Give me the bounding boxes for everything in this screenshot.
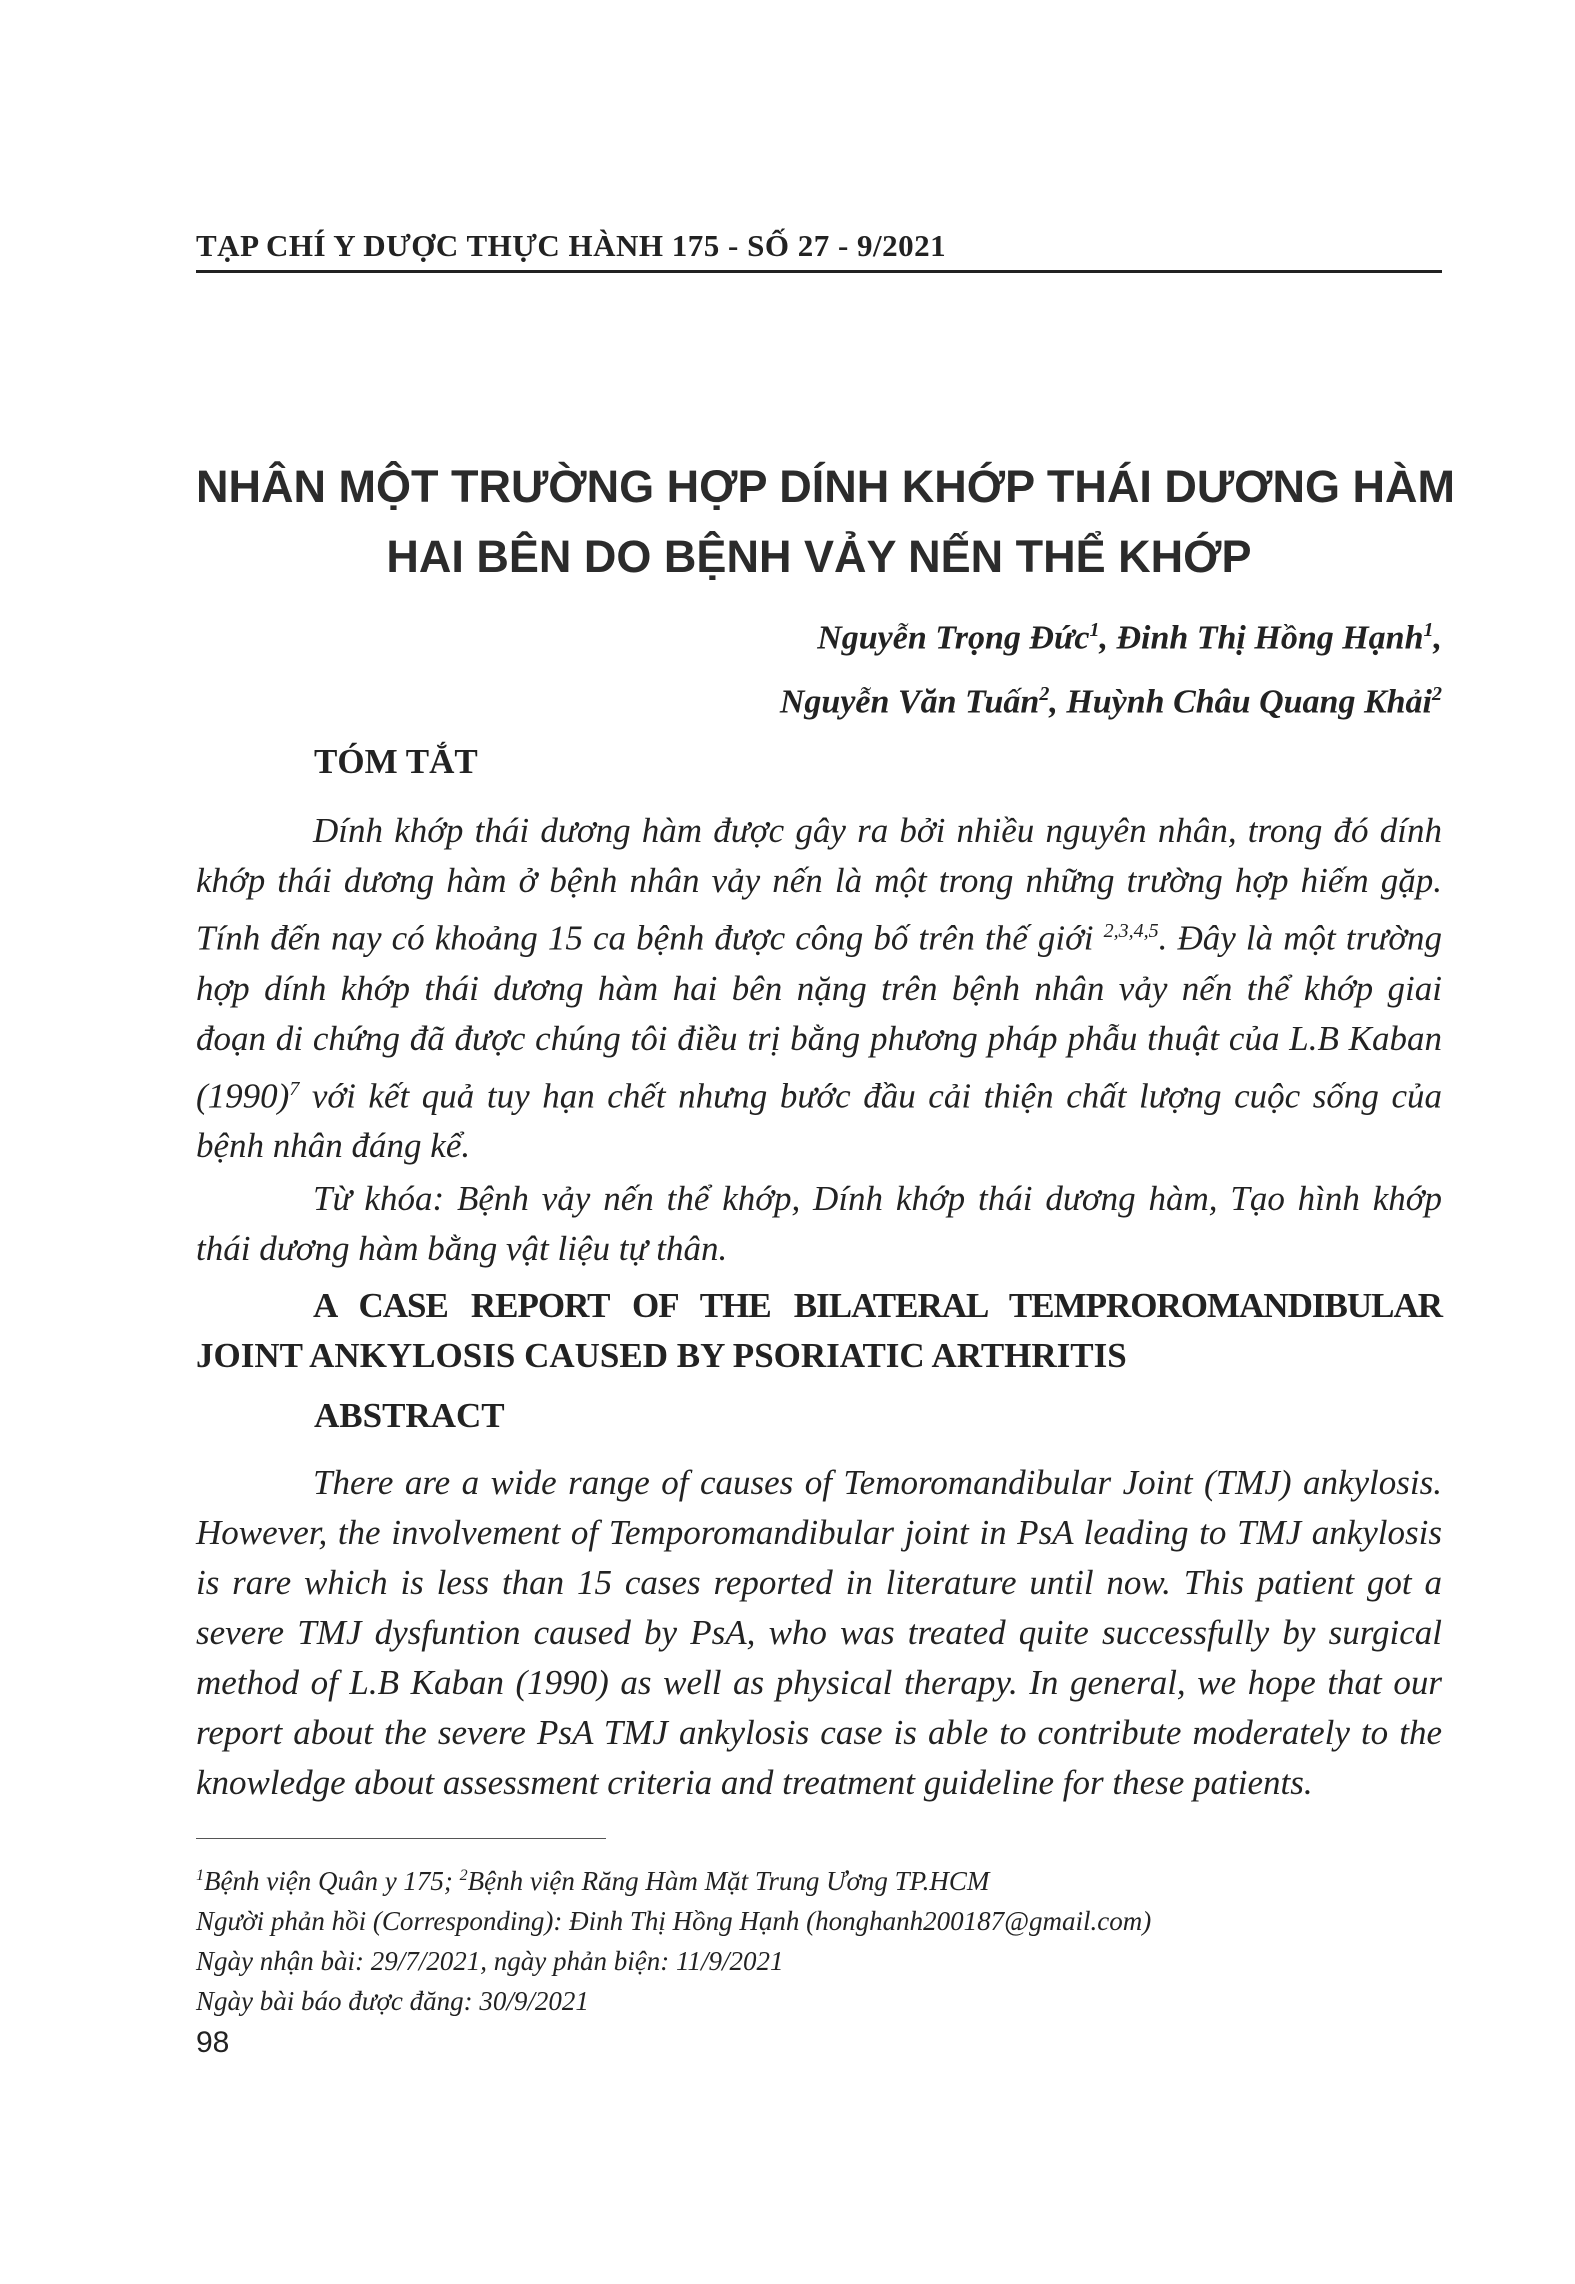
english-title-line-1: A CASE REPORT OF THE BILATERAL TEMPROROMANDIBULAR [313, 1286, 1442, 1325]
affiliation-1: Bệnh viện Quân y 175; [204, 1866, 460, 1896]
corresponding-author: Người phản hồi (Corresponding): Đinh Thị Hồng Hạnh (honghanh200187@gmail.com) [196, 1906, 1152, 1936]
english-title-line-2: JOINT ANKYLOSIS CAUSED BY PSORIATIC ARTHRITIS [196, 1336, 1127, 1375]
text-line: report about the severe PsA TMJ ankylosis case is able to contribute moderately to the [196, 1713, 1442, 1752]
affiliation-mark: 2 [1432, 683, 1442, 706]
published-date: Ngày bài báo được đăng: 30/9/2021 [196, 1986, 589, 2016]
keywords [196, 1174, 1442, 1274]
summary-heading: TÓM TẮT [314, 742, 478, 781]
abstract-heading: ABSTRACT [314, 1396, 505, 1435]
text-line: thái dương hàm bằng vật liệu tự thân. [196, 1229, 728, 1268]
text-line [196, 906, 1442, 964]
abstract-paragraph [196, 1458, 1442, 1808]
affiliation-mark: 2 [1039, 683, 1050, 706]
text-line: knowledge about assessment criteria and treatment guideline for these patients. [196, 1763, 1313, 1802]
text-line [196, 1064, 1442, 1122]
affiliation-mark: 1 [1423, 619, 1434, 641]
affiliations [196, 1856, 1151, 1901]
summary-body [196, 806, 1442, 1171]
text-line: hợp dính khớp thái dương hàm hai bên nặng trên bệnh nhân vảy nến thể khớp giai [196, 968, 1442, 1008]
text-line: bệnh nhân đáng kể. [196, 1126, 471, 1166]
abstract-body [196, 1458, 1442, 1808]
text-segment: Tính đến nay có khoảng 15 ca bệnh được công bố trên thế giới [196, 918, 1094, 958]
author-line-1 [780, 602, 1442, 666]
author-separator: , [1433, 619, 1442, 657]
title-line-1: NHÂN MỘT TRƯỜNG HỢP DÍNH KHỚP THÁI DƯƠNG HÀM [196, 461, 1456, 512]
author-separator: , [1049, 683, 1067, 721]
english-title [196, 1281, 1442, 1381]
text-line: is rare which is less than 15 cases reported in literature until now. This patient got a [196, 1563, 1442, 1602]
text-segment: với kết quả tuy hạn chết nhưng bước đầu cải thiện chất lượng cuộc sống của [299, 1076, 1442, 1116]
affiliation-mark: 2 [459, 1867, 468, 1884]
author-name: Nguyễn Văn Tuấn [779, 683, 1040, 721]
keywords-paragraph [196, 1174, 1442, 1274]
footnote-rule [196, 1838, 606, 1839]
author-name: Huỳnh Châu Quang Khải [1066, 683, 1432, 721]
footnotes [196, 1856, 1151, 2021]
summary-paragraph [196, 806, 1442, 1171]
text-line: severe TMJ dysfuntion caused by PsA, who was treated quite successfully by surgical [196, 1613, 1442, 1652]
author-separator: , [1099, 619, 1117, 657]
text-line: However, the involvement of Temporomandibular joint in PsA leading to TMJ ankylosis [196, 1513, 1442, 1552]
affiliation-2: Bệnh viện Răng Hàm Mặt Trung Ương TP.HCM [467, 1866, 990, 1896]
journal-header: TẠP CHÍ Y DƯỢC THỰC HÀNH 175 - SỐ 27 - 9/2021 [196, 228, 947, 263]
title-line-2: HAI BÊN DO BỆNH VẢY NẾN THỂ KHỚP [386, 531, 1252, 582]
text-line: Dính khớp thái dương hàm được gây ra bởi nhiều nguyên nhân, trong đó dính [313, 811, 1442, 850]
article-title [196, 452, 1456, 592]
author-list [780, 602, 1442, 731]
affiliation-mark: 1 [196, 1867, 204, 1884]
page-number: 98 [196, 2026, 230, 2059]
author-name: Đinh Thị Hồng Hạnh [1116, 619, 1424, 657]
citation-mark: 7 [289, 1077, 300, 1100]
header-rule [196, 270, 1442, 273]
author-line-2 [780, 666, 1442, 730]
received-date: Ngày nhận bài: 29/7/2021, ngày phản biện: 11/9/2021 [196, 1946, 784, 1976]
text-line: đoạn di chứng đã được chúng tôi điều trị bằng phương pháp phẫu thuật của L.B Kaban [196, 1018, 1442, 1058]
citation-mark: 2,3,4,5 [1103, 920, 1159, 942]
text-line: Từ khóa: Bệnh vảy nến thể khớp, Dính khớp thái dương hàm, Tạo hình khớp [313, 1179, 1442, 1218]
text-line: method of L.B Kaban (1990) as well as physical therapy. In general, we hope that our [196, 1663, 1442, 1702]
text-segment: (1990) [196, 1076, 290, 1116]
affiliation-mark: 1 [1089, 619, 1100, 641]
text-line: khớp thái dương hàm ở bệnh nhân vảy nến là một trong những trường hợp hiếm gặp. [196, 861, 1442, 900]
text-segment: . Đây là một trường [1158, 918, 1443, 958]
text-line: There are a wide range of causes of Temoromandibular Joint (TMJ) ankylosis. [313, 1463, 1442, 1502]
author-name: Nguyễn Trọng Đức [817, 619, 1090, 657]
